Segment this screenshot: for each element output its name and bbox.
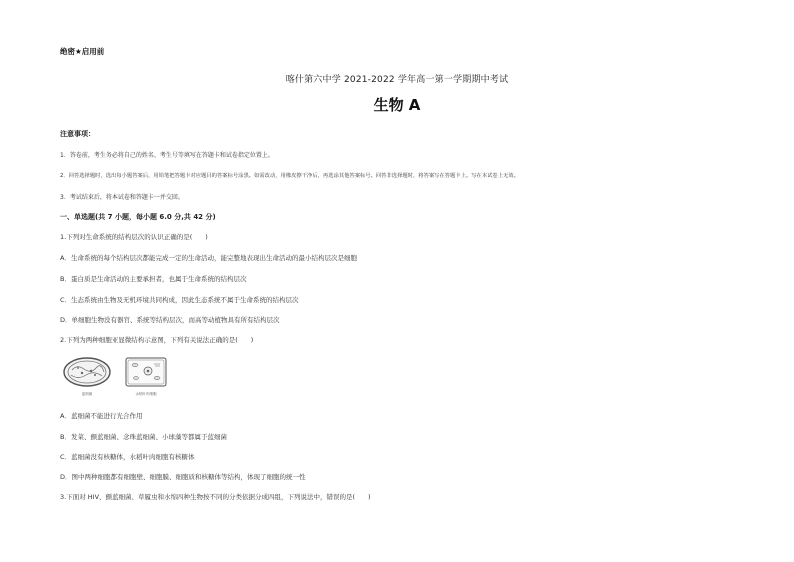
cyanobacteria-label: 蓝细菌: [81, 392, 93, 396]
question-1-stem: 1.下列对生命系统的结构层次的认识正确的是( ): [60, 233, 208, 241]
cyanobacteria-figure: [62, 356, 112, 400]
question-3-stem: 3.下面对 HIV、颤蓝细菌、草履虫和水绵四种生物按不同的分类依据分成四组，下列说法中，错误的是( ): [60, 493, 371, 501]
subject-title: 生物 A: [373, 96, 421, 114]
cyanobacteria-cell-icon: [62, 356, 112, 388]
section-title: 一、单选题(共 7 小题，每小题 6.0 分,共 42 分): [60, 213, 216, 221]
question-1-option-c: C．生态系统由生物及无机环境共同构成，因此生态系统不属于生命系统的结构层次: [60, 296, 299, 304]
rice-cell-figure: [124, 356, 168, 400]
notice-item-1: 1．答卷前，考生务必将自己的姓名、考生号等填写在答题卡和试卷指定位置上。: [60, 152, 274, 159]
rice-leaf-cell-icon: [124, 356, 168, 388]
question-2-option-c: C．蓝细菌没有核糖体，水稻叶肉细胞有核糖体: [60, 453, 195, 461]
question-1-option-a: A．生命系统的每个结构层次都能完成一定的生命活动，能完整地表现出生命活动的最小结构层次是细胞: [60, 254, 357, 262]
notice-title: 注意事项：: [60, 130, 95, 138]
question-1-option-b: B．蛋白质是生命活动的主要承担者，也属于生命系统的结构层次: [60, 275, 247, 283]
question-2-option-a: A．蓝细菌不能进行光合作用: [60, 412, 143, 420]
question-2-stem: 2.下列为两种细胞亚显微结构示意图，下列有关说法正确的是( ): [60, 336, 254, 344]
rice-cell-label: 水稻叶肉细胞: [135, 392, 157, 396]
question-2-option-b: B．发菜、颤蓝细菌、念珠蓝细菌、小球藻等都属于蓝细菌: [60, 433, 227, 441]
question-1-option-d: D．单细胞生物没有器官、系统等结构层次，而高等动植物具有所有结构层次: [60, 316, 280, 324]
notice-item-2: 2．回答选择题时，选出每小题答案后，用铅笔把答题卡对应题目的答案标号涂黑。如需改动，用橡皮擦干净后，再选涂其他答案标号。回答非选择题时，将答案写在答题卡上。写在本试卷上无效。: [60, 173, 519, 179]
exam-title: 喀什第六中学 2021-2022 学年高一第一学期期中考试: [285, 75, 509, 85]
notice-item-3: 3．考试结束后，将本试卷和答题卡一并交回。: [60, 194, 184, 201]
question-2-option-d: D．图中两种细胞都有细胞壁、细胞膜、细胞质和核糖体等结构，体现了细胞的统一性: [60, 473, 306, 481]
secret-label: 绝密★启用前: [60, 47, 105, 56]
